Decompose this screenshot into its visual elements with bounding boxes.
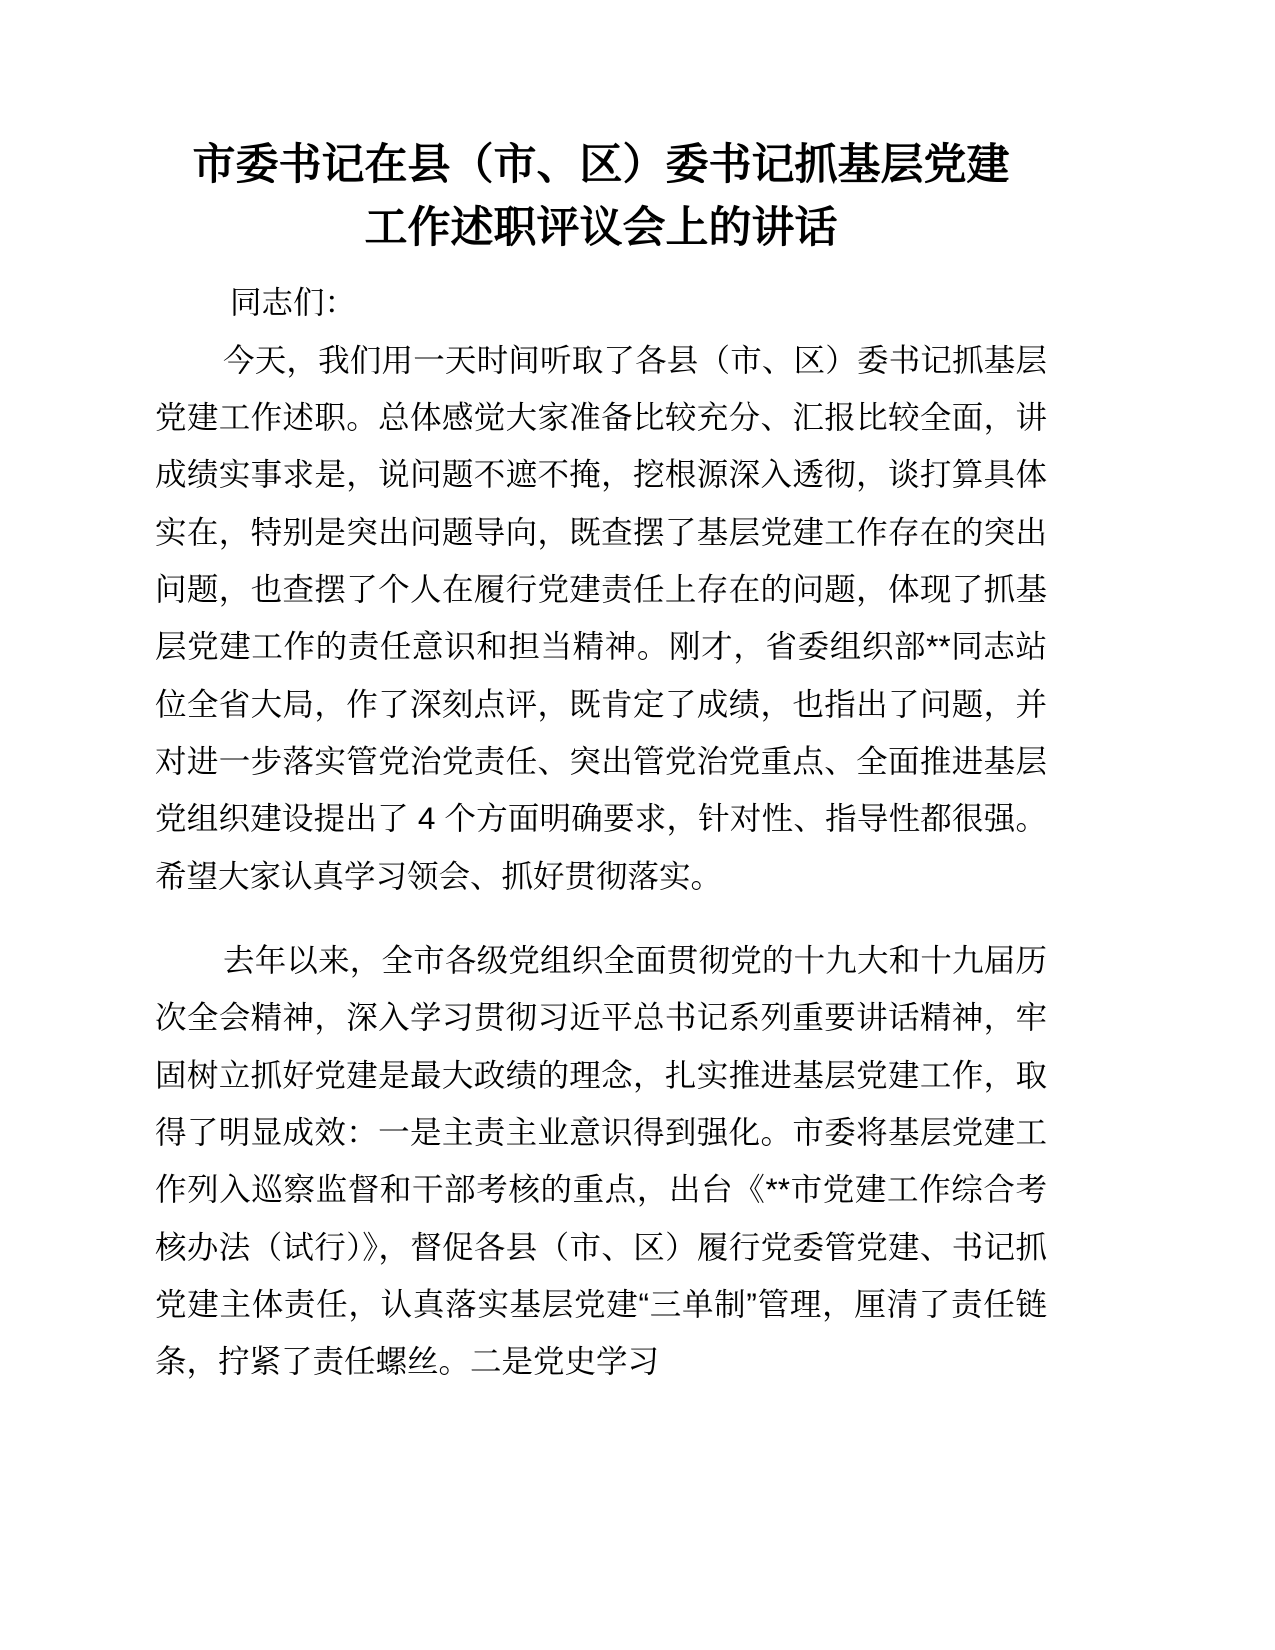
- salutation-line: 同志们：: [230, 284, 357, 321]
- document-body: [155, 134, 1047, 1391]
- body-paragraph-1: 今天，我们用一天时间听取了各县（市、区）委书记抓基层党建工作述职。总体感觉大家准备比较充分、汇报比较全面，讲成绩实事求是，说问题不遮不掩，挖根源深入透彻，谈打算具体实在，特别是突出问题导向，既查摆了基层党建工作存在的突出问题，也查摆了个人在履行党建责任上存在的问题，体现了抓基层党建工作的责任意识和担当精神。刚才，省委组织部**同志站位全省大局，作了深刻点评，既肯定了成绩，也指出了问题，并对进一步落实管党治党责任、突出管党治党重点、全面推进基层党组织建设提出了 4 个方面明确要求，针对性、指导性都很强。希望大家认真学习领会、抓好贯彻落实。: [155, 341, 1047, 894]
- page-title: 市委书记在县（市、区）委书记抓基层党建工作述职评议会上的讲话: [192, 141, 1010, 253]
- body-paragraph-2: 去年以来，全市各级党组织全面贯彻党的十九大和十九届历次全会精神，深入学习贯彻习近平总书记系列重要讲话精神，牢固树立抓好党建是最大政绩的理念，扎实推进基层党建工作，取得了明显成效：一是主责主业意识得到强化。市委将基层党建工作列入巡察监督和干部考核的重点，出台《**市党建工作综合考核办法（试行）》，督促各县（市、区）履行党委管党建、书记抓党建主体责任，认真落实基层党建“三单制”管理，厘清了责任链条，拧紧了责任螺丝。二是党史学习: [155, 942, 1047, 1380]
